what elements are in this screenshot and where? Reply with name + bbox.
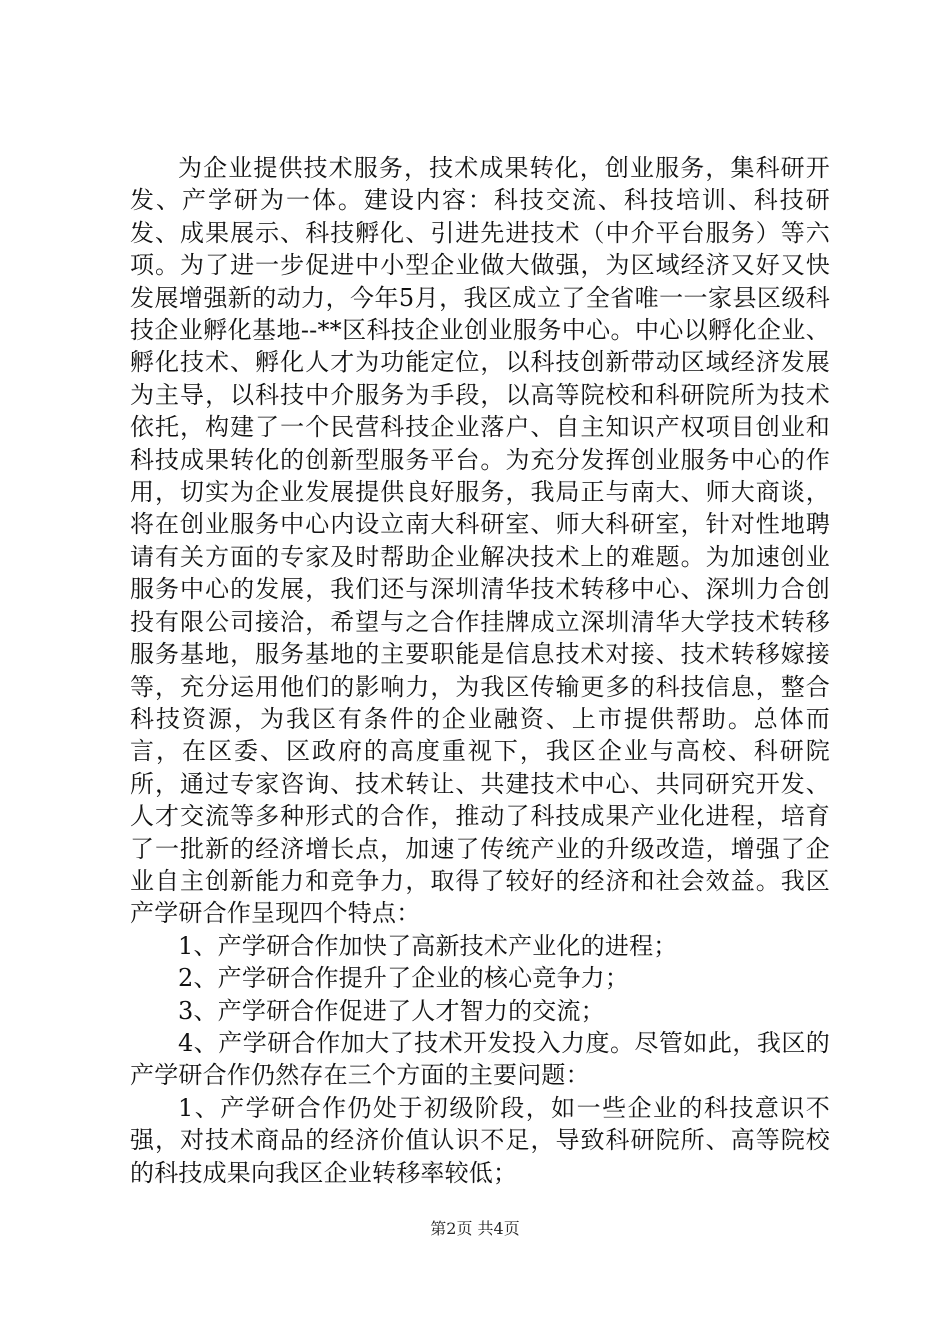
- page-footer: [0, 1216, 950, 1239]
- paragraph-feature-2: 2、产学研合作提升了企业的核心竞争力；: [178, 964, 630, 993]
- paragraph-feature-3: 3、产学研合作促进了人才智力的交流；: [178, 996, 605, 1025]
- paragraph-intro: 为企业提供技术服务，技术成果转化，创业服务，集科研开发、产学研为一体。建设内容：科技交流、科技培训、科技研发、成果展示、科技孵化、引进先进技术（中介平台服务）等六项。为了进一步促进中小型企业做大做强，为区域经济又好又快发展增强新的动力，今年5月，我区成立了全省唯一一家县区级科技企业孵化基地--**区科技企业创业服务中心。中心以孵化企业、孵化技术、孵化人才为功能定位，以科技创新带动区域经济发展为主导，以科技中介服务为手段，以高等院校和科研院所为技术依托，构建了一个民营科技企业落户、自主知识产权项目创业和科技成果转化的创新型服务平台。为充分发挥创业服务中心的作用，切实为企业发展提供良好服务，我局正与南大、师大商谈，将在创业服务中心内设立南大科研室、师大科研室，针对性地聘请有关方面的专家及时帮助企业解决技术上的难题。为加速创业服务中心的发展，我们还与深圳清华技术转移中心、深圳力合创投有限公司接洽，希望与之合作挂牌成立深圳清华大学技术转移服务基地，服务基地的主要职能是信息技术对接、技术转移嫁接等，充分运用他们的影响力，为我区传输更多的科技信息，整合科技资源，为我区有条件的企业融资、上市提供帮助。总体而言，在区委、区政府的高度重视下，我区企业与高校、科研院所，通过专家咨询、技术转让、共建技术中心、共同研究开发、人才交流等多种形式的合作，推动了科技成果产业化进程，培育了一批新的经济增长点，加速了传统产业的升级改造，增强了企业自主创新能力和竞争力，取得了较好的经济和社会效益。我区产学研合作呈现四个特点：: [130, 154, 830, 928]
- paragraph-problem-1: 1、产学研合作仍处于初级阶段，如一些企业的科技意识不强，对技术商品的经济价值认识不足，导致科研院所、高等院校的科技成果向我区企业转移率较低；: [130, 1093, 830, 1187]
- document-body: [130, 152, 830, 1189]
- paragraph-feature-1: 1、产学研合作加快了高新技术产业化的进程；: [178, 931, 678, 960]
- paragraph-feature-4: 4、产学研合作加大了技术开发投入力度。尽管如此，我区的产学研合作仍然存在三个方面的主要问题：: [130, 1028, 830, 1090]
- page-number-label: 第2页 共4页: [430, 1219, 520, 1238]
- document-page: [130, 152, 830, 1252]
